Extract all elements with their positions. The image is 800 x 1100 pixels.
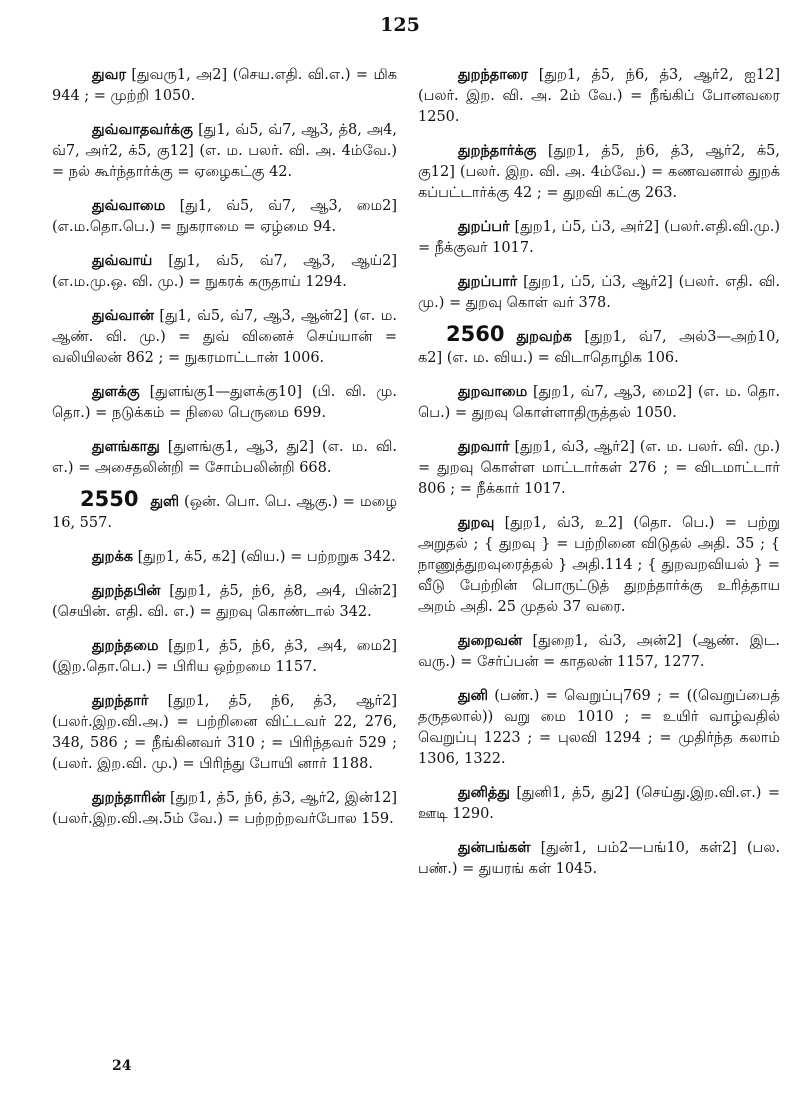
left-column <box>52 62 397 840</box>
dictionary-entry <box>418 780 780 825</box>
dictionary-entry <box>52 544 397 568</box>
entry-body: [துறை1, வ்3, அன்2] (ஆண். இட. வரு.) = சேர்ப்பன் = காதலன் 1157, 1277. <box>418 633 780 670</box>
dictionary-entry <box>418 683 780 770</box>
dictionary-entry <box>418 379 780 424</box>
dictionary-entry <box>52 489 397 534</box>
headword: துறந்தாரின் <box>92 789 166 806</box>
headword: துறந்தார்க்கு <box>458 142 537 159</box>
dictionary-entry <box>418 138 780 204</box>
headword: துனி <box>458 687 488 704</box>
entry-body: [துற1, வ்7, அல்3—அற்10, க2] (எ. ம. விய.) = விடாதொழிக 106. <box>418 329 780 366</box>
headword: துறப்பர் <box>458 218 510 235</box>
entry-body: [துவரு1, அ2] (செய.எதி. வி.எ.) = மிக 944 ; = முற்றி 1050. <box>52 67 397 104</box>
headword: துறவற்க <box>516 328 572 345</box>
entry-body: [துற1, த்5, ந்6, த்3, அ4, மை2] (இற.தொ.பெ.) = பிரிய ஒற்றமை 1157. <box>52 638 397 675</box>
dictionary-entry <box>52 193 397 238</box>
headword: துறந்தபின் <box>92 582 161 599</box>
dictionary-entry <box>418 835 780 880</box>
dictionary-entry <box>418 628 780 673</box>
headword: துன்பங்கள் <box>458 839 531 856</box>
headword: துளங்காது <box>92 438 160 455</box>
entry-body: [துற1, ப்5, ப்3, ஆர்2] (பலர். எதி. வி. மு.) = துறவு கொள் வர் 378. <box>418 274 780 311</box>
dictionary-entry <box>418 434 780 500</box>
dictionary-entry <box>418 269 780 314</box>
entry-number: 2550 <box>80 487 139 511</box>
entry-body: [துளங்கு1—துளக்கு10] (பி. வி. மு. தொ.) = நடுக்கம் = நிலை பெருமை 699. <box>52 384 397 421</box>
headword: துறந்தாரை <box>458 66 528 83</box>
entry-body: (ஒன். பொ. பெ. ஆகு.) = மழை 16, 557. <box>52 494 397 531</box>
dictionary-entry <box>418 62 780 128</box>
entry-body: [து1, வ்5, வ்7, ஆ3, மை2] (எ.ம.தொ.பெ.) = நுகராமை = ஏழ்மை 94. <box>52 198 397 235</box>
headword: துவ்வாதவர்க்கு <box>92 121 193 138</box>
entry-body: [துற1, த்5, ந்6, த்3, ஆர்2, க்5, கு12] (பலர். இற. வி. அ. 4ம்வே.) = கணவனால் துறக் கப்பட்டார்க்கு 42 ; = துறவி கட்கு 263. <box>418 143 780 201</box>
headword: துறந்தமை <box>92 637 159 654</box>
dictionary-entry <box>52 62 397 107</box>
entry-body: [துற1, த்5, ந்6, த்3, ஆர்2, இன்12] (பலர்.இற.வி.அ.5ம் வே.) = பற்றற்றவர்போல 159. <box>52 790 397 827</box>
entry-body: [துற1, வ்3, உ2] (தொ. பெ.) = பற்று அறுதல் ; { துறவு } = பற்றினை விடுதல் அதி. 35 ; { நாணுத்துறவுரைத்தல் } அதி.114 ; { துறவறவியல் } = வீடு பேற்றின் பொருட்டுத் துறந்தார்க்கு உரித்தாய அறம் அதி. 25 முதல் 37 வரை. <box>418 515 780 615</box>
headword: துவர <box>92 66 126 83</box>
headword: துறவாமை <box>458 383 528 400</box>
dictionary-entry <box>52 379 397 424</box>
headword: துறக்க <box>92 548 133 565</box>
signature-mark: 24 <box>112 1058 132 1074</box>
page-number: 125 <box>380 14 420 36</box>
headword: துறவார் <box>458 438 510 455</box>
dictionary-entry <box>52 633 397 678</box>
dictionary-entry <box>52 303 397 369</box>
entry-body: [துற1, த்5, ந்6, த்3, ஆர்2, ஐ12] (பலர். இற. வி. அ. 2ம் வே.) = நீங்கிப் போனவரை 1250. <box>418 67 780 125</box>
headword: துறந்தார் <box>92 692 149 709</box>
headword: துவ்வாமை <box>92 197 166 214</box>
dictionary-entry <box>52 785 397 830</box>
entry-body: [துற1, ப்5, ப்3, அர்2] (பலர்.எதி.வி.மு.) = நீக்குவர் 1017. <box>418 219 780 256</box>
right-column <box>418 62 780 890</box>
dictionary-entry <box>52 688 397 775</box>
headword: துறவு <box>458 514 495 531</box>
headword: துறப்பார் <box>458 273 518 290</box>
dictionary-entry <box>418 324 780 369</box>
entry-body: [து1, வ்5, வ்7, ஆ3, ஆன்2] (எ. ம. ஆண். வி. மு.) = துவ் வினைச் செய்யான் = வலியிலன் 862 ; = நுகரமாட்டான் 1006. <box>52 308 397 366</box>
entry-body: [துற1, வ்3, ஆர்2] (எ. ம. பலர். வி. மு.) = துறவு கொள்ள மாட்டார்கள் 276 ; = விடமாட்டார் 806 ; = நீக்கார் 1017. <box>418 439 780 497</box>
headword: துளி <box>150 493 180 510</box>
entry-body: (பண்.) = வெறுப்பு769 ; = ((வெறுப்பைத் தருதலால்)) வறு மை 1010 ; = உயிர் வாழ்வதில் வெறுப்பு 1223 ; = புலவி 1294 ; = முதிர்ந்த கலாம் 1306, 1322. <box>418 688 780 767</box>
dictionary-entry <box>52 578 397 623</box>
entry-body: [துன்1, பம்2—பங்10, கள்2] (பல. பண்.) = துயரங் கள் 1045. <box>418 840 780 877</box>
entry-body: [துளங்கு1, ஆ3, து2] (எ. ம. வி. எ.) = அசைதலின்றி = சோம்பலின்றி 668. <box>52 439 397 476</box>
dictionary-entry <box>52 248 397 293</box>
headword: துறைவன் <box>458 632 523 649</box>
entry-body: [து1, வ்5, வ்7, ஆ3, த்8, அ4, வ்7, அர்2, க்5, கு12] (எ. ம. பலர். வி. அ. 4ம்வே.) = நல் கூர்ந்தார்க்கு = ஏழைகட்கு 42. <box>52 122 397 180</box>
headword: துளக்கு <box>92 383 140 400</box>
entry-body: [து1, வ்5, வ்7, ஆ3, ஆய்2] (எ.ம.மு.ஒ. வி. மு.) = நுகரக் கருதாய் 1294. <box>52 253 397 290</box>
entry-body: [துனி1, த்5, து2] (செய்து.இற.வி.எ.) = ஊடி 1290. <box>418 785 780 822</box>
dictionary-entry <box>52 434 397 479</box>
dictionary-entry <box>52 117 397 183</box>
entry-body: [துற1, வ்7, ஆ3, மை2] (எ. ம. தொ. பெ.) = துறவு கொள்ளாதிருத்தல் 1050. <box>418 384 780 421</box>
entry-body: [துற1, க்5, க2] (விய.) = பற்றறுக 342. <box>133 549 396 565</box>
dictionary-entry <box>418 510 780 618</box>
entry-number: 2560 <box>446 322 505 346</box>
headword: துவ்வாய் <box>92 252 153 269</box>
entry-body: [துற1, த்5, ந்6, த்3, ஆர்2] (பலர்.இற.வி.அ.) = பற்றினை விட்டவர் 22, 276, 348, 586 ; = நீங்கினவர் 310 ; = பிரிந்தவர் 529 ; (பலர். இற.வி. மு.) = பிரிந்து போயி னார் 1188. <box>52 693 397 772</box>
headword: துனித்து <box>458 784 510 801</box>
entry-body: [துற1, த்5, ந்6, த்8, அ4, பின்2] (செயின். எதி. வி. எ.) = துறவு கொண்டால் 342. <box>52 583 397 620</box>
dictionary-entry <box>418 214 780 259</box>
headword: துவ்வான் <box>92 307 154 324</box>
